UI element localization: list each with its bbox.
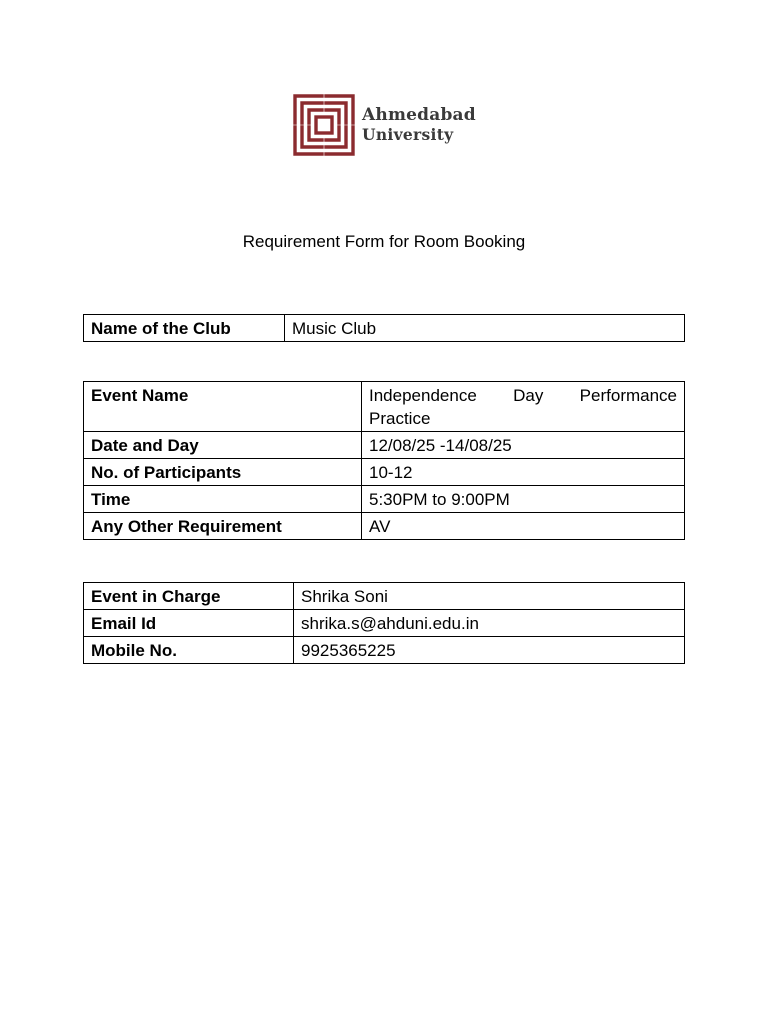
mobile-value: 9925365225: [294, 637, 685, 664]
mobile-label: Mobile No.: [84, 637, 294, 664]
table-row: [84, 610, 685, 637]
university-emblem-icon: [292, 93, 356, 157]
page-title: Requirement Form for Room Booking: [242, 232, 526, 251]
participants-label: No. of Participants: [84, 459, 362, 486]
other-requirement-value: AV: [362, 513, 685, 540]
logo-line-2: University: [362, 125, 454, 144]
logo-line-1: Ahmedabad: [362, 105, 476, 125]
other-requirement-label: Any Other Requirement: [84, 513, 362, 540]
table-row: [84, 583, 685, 610]
contact-table: [83, 582, 685, 664]
table-row: [84, 513, 685, 540]
university-logo: [292, 93, 477, 157]
club-table: [83, 314, 685, 342]
date-value: 12/08/25 -14/08/25: [362, 432, 685, 459]
table-row: [84, 459, 685, 486]
time-value: 5:30PM to 9:00PM: [362, 486, 685, 513]
table-row: [84, 432, 685, 459]
logo-wordmark: [362, 105, 476, 145]
email-label: Email Id: [84, 610, 294, 637]
table-row: [84, 486, 685, 513]
table-row: [84, 637, 685, 664]
date-label: Date and Day: [84, 432, 362, 459]
club-name-value: Music Club: [285, 315, 685, 342]
event-in-charge-value: Shrika Soni: [294, 583, 685, 610]
table-row: [84, 382, 685, 432]
email-value: shrika.s@ahduni.edu.in: [294, 610, 685, 637]
event-in-charge-label: Event in Charge: [84, 583, 294, 610]
event-name-label: Event Name: [84, 382, 362, 432]
club-name-label: Name of the Club: [84, 315, 285, 342]
table-row: [84, 315, 685, 342]
event-details-table: [83, 381, 685, 540]
participants-value: 10-12: [362, 459, 685, 486]
time-label: Time: [84, 486, 362, 513]
event-name-value: Independence Day Performance Practice: [362, 382, 685, 432]
